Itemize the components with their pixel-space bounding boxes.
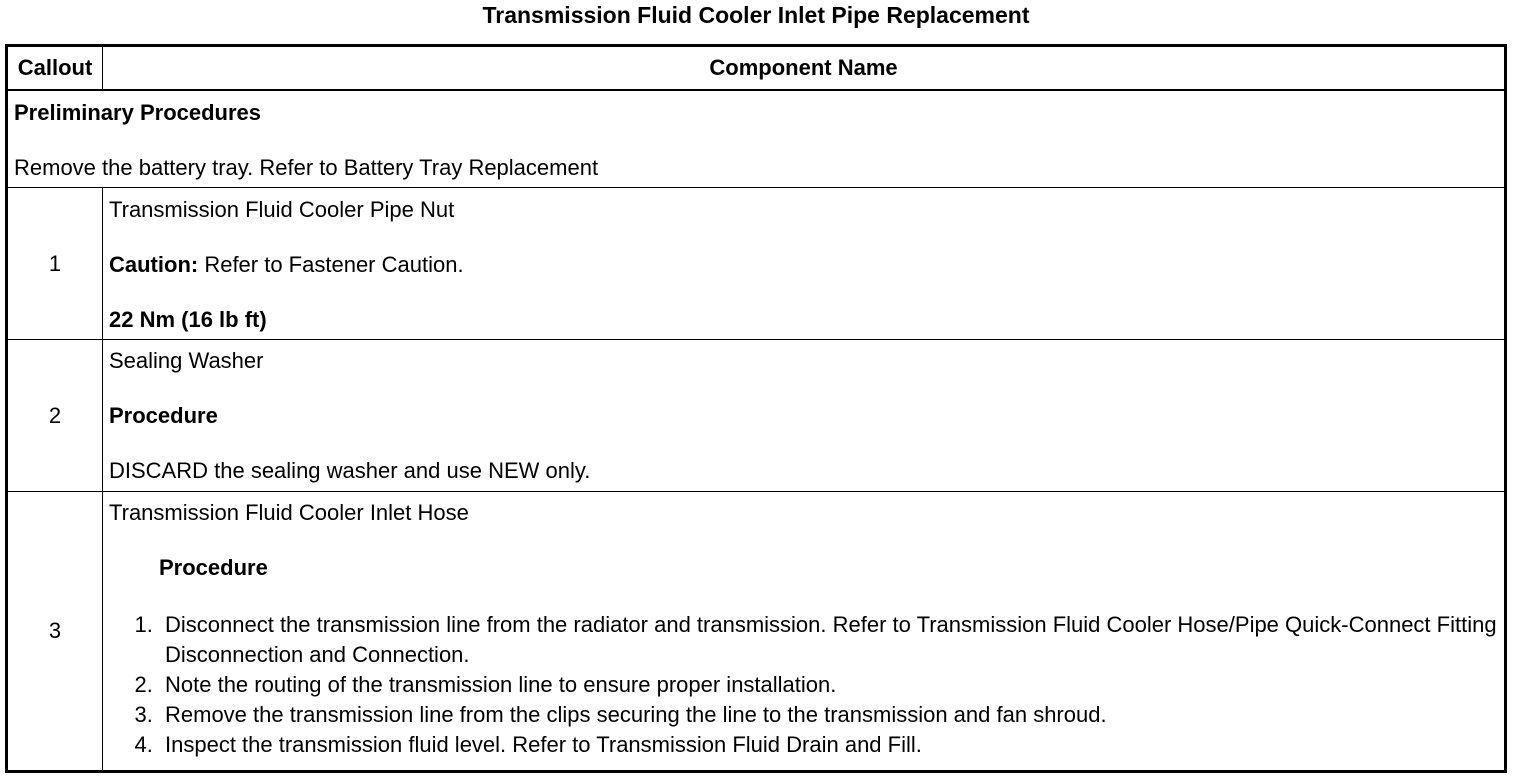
procedure-step: 1. Disconnect the transmission line from the radiator and transmission. Refer to Transmission Fluid Cooler Hose/Pipe Quick-Connect Fitting Disconnection and Connection. — [159, 610, 1498, 670]
procedure-heading: Procedure — [159, 555, 268, 580]
callout-number: 3 — [7, 492, 103, 772]
component-cell — [103, 188, 1506, 340]
callout-number: 2 — [7, 340, 103, 492]
preliminary-cell — [7, 90, 1506, 188]
table-row — [7, 492, 1506, 772]
callout-column-header: Callout — [7, 46, 103, 91]
procedure-step: 4. Inspect the transmission fluid level. Refer to Transmission Fluid Drain and Fill. — [159, 730, 1498, 760]
component-name: Transmission Fluid Cooler Inlet Hose — [109, 500, 469, 525]
torque-spec: 22 Nm (16 lb ft) — [109, 307, 267, 332]
preliminary-row — [7, 90, 1506, 188]
table-row — [7, 188, 1506, 340]
procedure-step: 2. Note the routing of the transmission line to ensure proper installation. — [159, 670, 1498, 700]
page-title: Transmission Fluid Cooler Inlet Pipe Replacement — [482, 2, 1030, 28]
caution-label: Caution: — [109, 252, 199, 277]
caution-note — [109, 252, 1498, 278]
component-name-column-header: Component Name — [103, 46, 1506, 91]
table-header-row — [7, 46, 1506, 91]
component-name: Transmission Fluid Cooler Pipe Nut — [109, 197, 455, 222]
component-cell — [103, 492, 1506, 772]
procedure-heading: Procedure — [109, 403, 218, 428]
preliminary-text: Remove the battery tray. Refer to Battery Tray Replacement — [14, 155, 599, 180]
table-row — [7, 340, 1506, 492]
component-name: Sealing Washer — [109, 348, 264, 373]
component-cell — [103, 340, 1506, 492]
preliminary-heading: Preliminary Procedures — [14, 100, 262, 125]
callout-number: 1 — [7, 188, 103, 340]
caution-text: Refer to Fastener Caution. — [198, 252, 464, 277]
procedure-text: DISCARD the sealing washer and use NEW only. — [109, 458, 591, 483]
procedure-steps — [109, 610, 1498, 760]
procedure-step: 3. Remove the transmission line from the clips securing the line to the transmission and fan shroud. — [159, 700, 1498, 730]
component-table — [5, 44, 1507, 773]
